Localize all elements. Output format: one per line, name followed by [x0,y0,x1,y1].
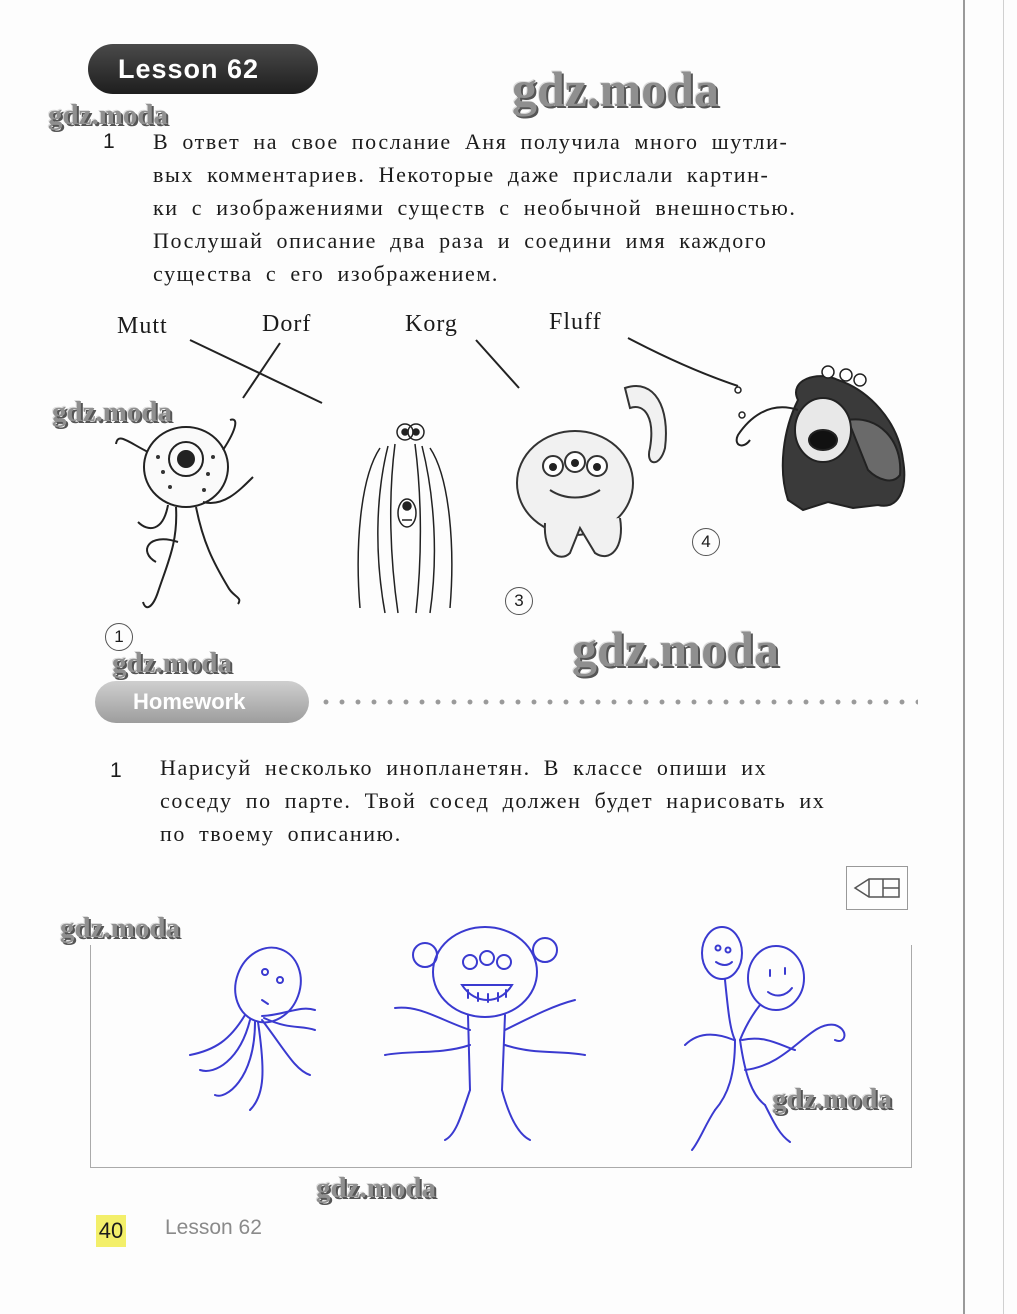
watermark: gdz.moda [112,647,233,679]
task-line: Послушай описание два раза и соедини имя каждого [153,228,768,253]
task-line: вых комментариев. Некоторые даже прислали картин- [153,162,770,187]
task-line: ки с изображениями существ с необычной внешностью. [153,195,797,220]
homework-badge: Homework [95,681,309,723]
watermark: gdz.moda [512,61,719,117]
watermark: gdz.moda [572,621,779,677]
homework-task-line: по твоему описанию. [160,821,402,846]
alien-drawing-1 [190,938,315,1110]
homework-task-number: 1 [110,759,122,782]
homework-task-line: Нарисуй несколько инопланетян. В классе опиши их [160,755,768,780]
creature-name-fluff: Fluff [549,309,602,335]
task-number: 1 [103,130,115,153]
watermark: gdz.moda [772,1083,893,1115]
creature-name-korg: Korg [405,311,458,337]
task-line: существа с его изображением. [153,261,499,286]
watermark: gdz.moda [316,1172,437,1204]
creature-name-mutt: Mutt [117,313,168,339]
picture-number: 4 [692,528,720,556]
homework-task-line: соседу по парте. Твой сосед должен будет нарисовать их [160,788,826,813]
watermark: gdz.moda [52,396,173,428]
alien-drawing-2 [385,927,585,1140]
page-number: 40 [96,1215,126,1247]
watermark: gdz.moda [48,99,169,131]
lesson-title-badge: Lesson 62 [88,44,318,94]
creature-name-dorf: Dorf [262,311,312,337]
task-line: В ответ на свое послание Аня получила много шутли- [153,129,789,154]
picture-number: 1 [105,623,133,651]
watermark: gdz.moda [60,912,181,944]
picture-number: 3 [505,587,533,615]
footer-lesson-label: Lesson 62 [165,1216,262,1239]
alien-drawing-3 [685,927,844,1150]
